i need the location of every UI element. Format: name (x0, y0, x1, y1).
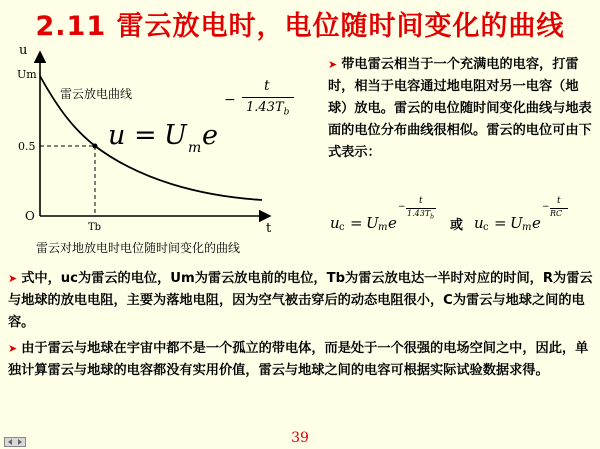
x-axis-label: t (266, 221, 272, 236)
f2-m: m (522, 222, 532, 233)
paragraph-definitions-text: 式中，uc为雷云的电位，Um为雷云放电前的电位，Tb为雷云放电达一半时对应的时间，R为雷云与地球的放电电阻，主要为落地电阻，因为空气被击穿后的动态电阻很小，C为雷云与地球之间的电容。 (8, 271, 593, 330)
f1-den-sub: b (430, 213, 434, 221)
f1-den-text: 1.43T (407, 209, 431, 218)
f1-c: c (339, 222, 345, 233)
origin-label: O (25, 209, 35, 223)
formula-den-sub: b (283, 107, 290, 118)
small-formulas (330, 196, 598, 240)
f1-u: u (330, 214, 340, 232)
formula-eq: = (134, 120, 157, 151)
formula-U: U (164, 120, 187, 151)
red-arrow-bullet-icon: ➤ (328, 58, 338, 71)
paragraph-capacitance-text: 由于雷云与地球在宇宙中都不是一个孤立的带电体，而是处于一个很强的电场空间之中，因此，单独计算雷云与地球的电容都没有实用价值，雷云与地球之间的电容可根据实际试验数据求得。 (8, 341, 589, 378)
formula-frac-bar (242, 97, 294, 98)
formula-den-text: 1.43T (246, 100, 284, 115)
half-label: 0.5 (18, 140, 36, 153)
curve-label: 雷云放电曲线 (60, 87, 133, 101)
page-title: 2.11 雷云放电时，电位随时间变化的曲线 (35, 11, 565, 42)
formula-num: t (264, 78, 270, 94)
formula-minus: − (224, 92, 236, 108)
formula-den (246, 100, 289, 118)
f2-c: c (483, 222, 489, 233)
f2-U: U (510, 214, 523, 232)
f1-minus: − (398, 202, 406, 212)
paragraph-capacitance (8, 338, 594, 382)
right-paragraph-text: 带电雷云相当于一个充满电的电容，打雷时，相当于电容通过地电阻对另一电容（地球）放电。雷云的电位随时间变化曲线与地表面的电位分布曲线很相似。雷云的电位可由下式表示： (328, 57, 592, 160)
graph-caption: 雷云对地放电时电位随时间变化的曲线 (36, 241, 241, 255)
tb-label: Tb (88, 222, 102, 233)
f1-den (407, 209, 434, 221)
f1-e: e (388, 214, 397, 232)
formula-or: 或 (450, 218, 464, 233)
formula-e: e (202, 120, 218, 151)
um-label: Um (17, 68, 37, 81)
red-arrow-bullet-icon: ➤ (8, 272, 18, 285)
half-value-point (93, 144, 98, 149)
formula-u: u (108, 120, 126, 151)
discharge-curve-graph (0, 40, 320, 265)
f2-den: RC (550, 209, 563, 218)
f2-eq: = (494, 214, 507, 232)
red-arrow-bullet-icon: ➤ (8, 342, 18, 355)
page-number: 39 (291, 430, 309, 446)
f1-U: U (366, 214, 379, 232)
f1-eq: = (350, 214, 363, 232)
f2-e: e (532, 214, 541, 232)
slide-nav-icon[interactable] (4, 437, 26, 447)
paragraph-definitions (8, 268, 594, 334)
y-axis-label: u (19, 43, 28, 58)
right-paragraph (328, 54, 594, 164)
f2-u: u (474, 214, 484, 232)
formula-m: m (188, 140, 202, 156)
f2-num: t (557, 196, 561, 206)
f1-m: m (378, 222, 388, 233)
f1-num: t (419, 196, 423, 206)
f2-minus: − (542, 202, 550, 212)
